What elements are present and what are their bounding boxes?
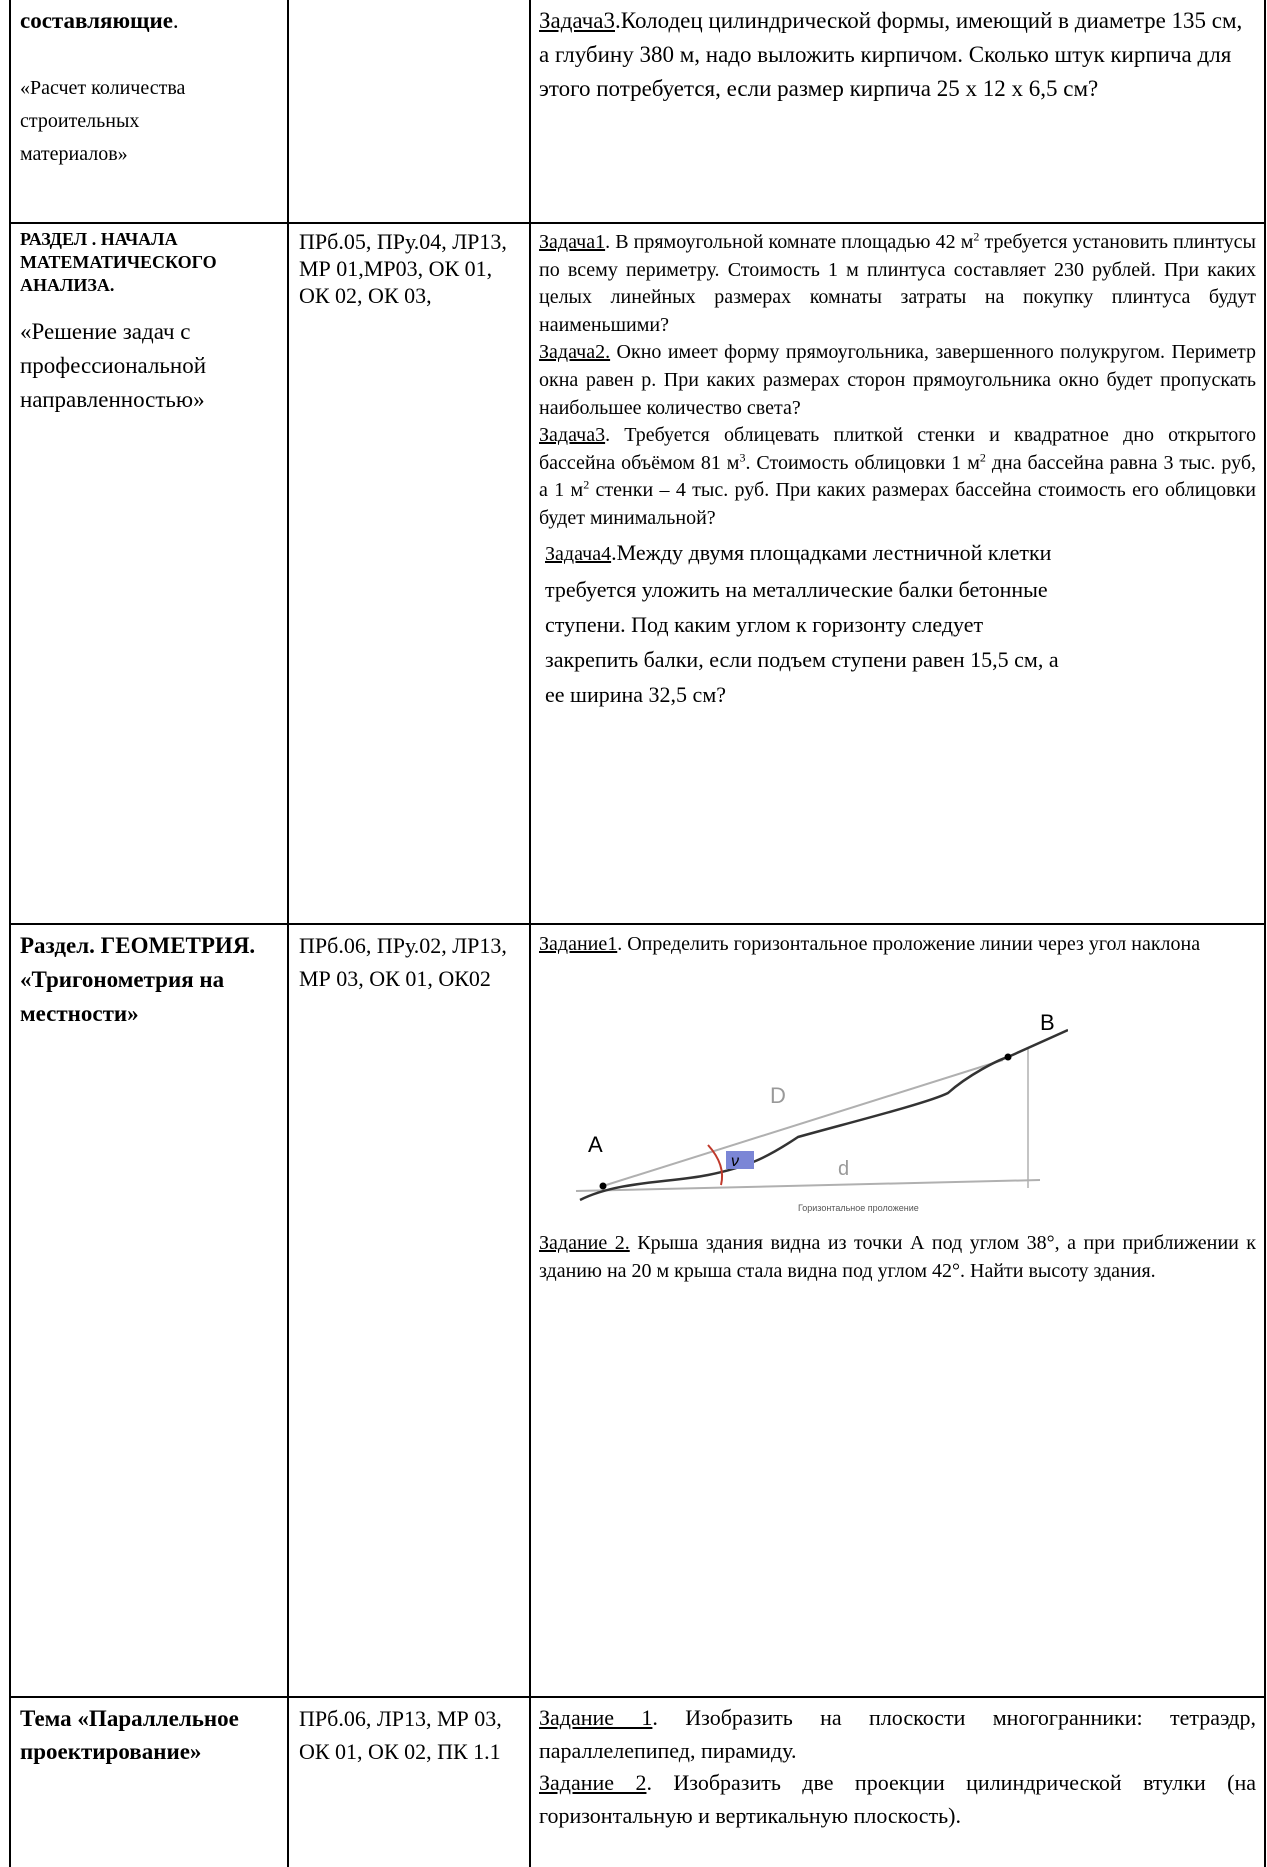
point-b-label: B [1040,1010,1055,1035]
task-label: Задача4 [545,542,612,565]
task-text: . Стоимость облицовки 1 м [745,451,980,474]
task-label: Задача1 [539,231,606,253]
task-label: Задание1 [539,933,618,955]
task-text: Окно имеет форму прямоугольника, завершенного полукругом. Периметр окна равен р. При каких размерах сторон прямоугольника окно будет пропускать наибольшее количество света? [539,341,1256,419]
section-title: Раздел. ГЕОМЕТРИЯ. «Тригонометрия на местности» [20,933,256,1026]
table-divider-col1 [287,0,289,1867]
section-topic: «Решение задач с профессиональной направленностью» [20,319,207,412]
task-paragraph [539,339,1256,422]
task-text: стенки – 4 тыс. руб. При каких размерах бассейна стоимость его облицовки будет минимальной? [539,479,1256,529]
section-title: составляющие [20,8,173,33]
task-label: Задача3 [539,424,606,447]
point-a-label: A [588,1132,603,1157]
task-label: Задание 2 [539,1770,647,1795]
task-text: требуется установить плинтусы по всему периметру. Стоимость 1 м плинтуса составляет 230 рублей. При каких целых линейных размерах комнаты затраты на покупку плинтуса будут наименьшими? [539,231,1256,336]
task-text: . Изобразить на плоскости многогранники: тетраэдр, параллелепипед, пирамиду. [539,1705,1256,1763]
task-paragraph [539,1230,1256,1285]
table-divider-col2 [529,0,531,1867]
task-label: Задача3 [539,8,615,33]
task-text: . Определить горизонтальное проложение линии через угол наклона [617,933,1201,955]
row1-section-cell [20,4,280,171]
task-label: Задача2. [539,341,611,364]
table-border-right [1264,0,1266,1867]
row4-codes-cell [299,1702,524,1768]
task-paragraph [539,535,1065,712]
row2-tasks-cell [539,229,1256,712]
line-d-lower-label: d [838,1158,850,1180]
task-paragraph [539,229,1256,339]
point-a-marker [600,1183,607,1190]
task-label: Задание 1 [539,1705,653,1730]
horizontal-line [576,1180,1040,1191]
task-text: дна бассейна равна 3 тыс. руб, а 1 м [539,451,1256,502]
task-paragraph [539,422,1256,532]
table-row-divider [9,1696,1266,1698]
point-b-marker [1005,1054,1012,1061]
task-text: Крыша здания видна из точки А под углом 38°, а при приближении к зданию на 20 м крыша стала видна под углом 42°. Найти высоту здания. [539,1232,1256,1282]
terrain-line [580,1030,1068,1200]
competency-codes: ПРб.06, ПРу.02, ЛР13, МР 03, ОК 01, ОК02 [299,933,507,991]
slope-diagram-svg [548,985,1068,1223]
task-text: .Колодец цилиндрической формы, имеющий в диаметре 135 см, а глубину 380 м, надо выложить кирпичом. Сколько штук кирпича для этого потребуется, если размер кирпича 25 х 12 х 6,5 см? [539,8,1243,101]
task-label: Задание 2. [539,1232,630,1254]
row3-section-cell [20,929,282,1031]
section-title-suffix: . [172,8,179,33]
task-superscript: 2 [979,450,986,465]
task-superscript: 3 [739,450,746,465]
chord-line-D [603,1060,1003,1186]
row2-section-cell [20,228,282,417]
task-paragraph [539,4,1255,106]
task-superscript: 2 [583,477,590,492]
competency-codes: ПРб.06, ЛР13, МР 03, ОК 01, ОК 02, ПК 1.1 [299,1706,502,1764]
table-row-divider [9,923,1266,925]
table-border-left [9,0,11,1867]
section-title: Тема «Параллельное проектирование» [20,1706,239,1764]
row1-tasks-cell [539,4,1255,106]
task-text: . Требуется облицевать плиткой стенки и квадратное дно открытого бассейна объёмом 81 м [539,424,1256,474]
row3-tasks-cell [539,931,1256,958]
row4-tasks-cell [539,1702,1256,1832]
angle-label: ν [731,1153,739,1170]
figure-caption: Горизонтальное проложение [798,1203,919,1213]
task-superscript: 2 [973,229,980,244]
section-topic: «Расчет количества строительных материалов» [20,77,186,165]
task-text: .Между двумя площадками лестничной клетки требуется уложить на металлические балки бетонные ступени. Под каким углом к горизонту следует закрепить балки, если подъем ступени равен 15,5 см, а ее ширина 32,5 см? [545,539,1059,707]
task-paragraph [539,931,1256,958]
row2-codes-cell [299,228,524,309]
row3-task2-cell [539,1230,1256,1285]
task-text: . В прямоугольной комнате площадью 42 м [605,231,974,253]
task-paragraph [539,1767,1256,1832]
section-title: РАЗДЕЛ . НАЧАЛА МАТЕМАТИЧЕСКОГО АНАЛИЗА. [20,229,217,295]
row4-section-cell [20,1702,282,1768]
competency-codes: ПРб.05, ПРу.04, ЛР13, МР 01,МР03, ОК 01, ОК 02, ОК 03, [299,229,507,308]
table-row-divider [9,222,1266,224]
row3-codes-cell [299,929,524,995]
slope-diagram [548,985,1068,1223]
line-d-upper-label: D [770,1083,786,1108]
task-text: . Изобразить две проекции цилиндрической втулки (на горизонтальную и вертикальную плоскость). [539,1770,1256,1828]
task-paragraph [539,1702,1256,1767]
